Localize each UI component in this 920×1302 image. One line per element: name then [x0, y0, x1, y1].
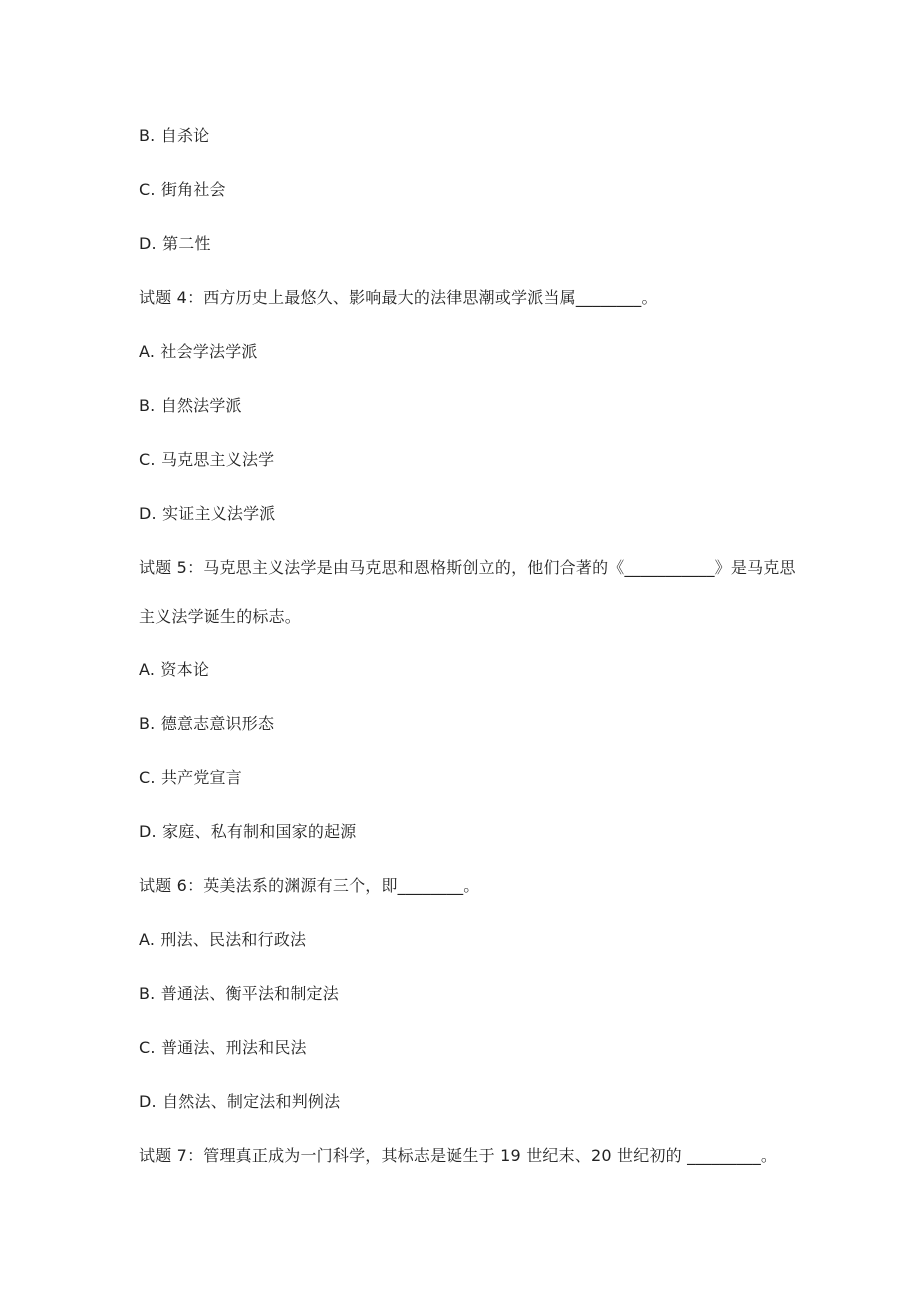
option-b-q4: B. 自然法学派 [139, 396, 242, 415]
option-d-q4: D. 实证主义法学派 [139, 504, 276, 523]
option-d-q6: D. 自然法、制定法和判例法 [139, 1092, 341, 1111]
option-c-q3: C. 街角社会 [139, 180, 226, 199]
option-c-q4: C. 马克思主义法学 [139, 450, 275, 469]
option-b-q5: B. 德意志意识形态 [139, 714, 275, 733]
option-d-q5: D. 家庭、私有制和国家的起源 [139, 822, 357, 841]
question-4: 试题 4：西方历史上最悠久、影响最大的法律思潮或学派当属________。 [139, 288, 658, 307]
option-d-q3: D. 第二性 [139, 234, 211, 253]
option-c-q5: C. 共产党宣言 [139, 768, 242, 787]
question-5-line-2: 主义法学诞生的标志。 [139, 607, 302, 626]
option-b-q3: B. 自杀论 [139, 126, 210, 145]
question-7: 试题 7：管理真正成为一门科学，其标志是诞生于 19 世纪末、20 世纪初的 _________。 [139, 1146, 778, 1165]
question-6: 试题 6：英美法系的渊源有三个，即________。 [139, 876, 480, 895]
option-a-q4: A. 社会学法学派 [139, 342, 258, 361]
option-c-q6: C. 普通法、刑法和民法 [139, 1038, 307, 1057]
option-b-q6: B. 普通法、衡平法和制定法 [139, 984, 339, 1003]
option-a-q6: A. 刑法、民法和行政法 [139, 930, 307, 949]
option-a-q5: A. 资本论 [139, 660, 210, 679]
question-5-line-1: 试题 5：马克思主义法学是由马克思和恩格斯创立的，他们合著的《___________》是马克思 [139, 558, 796, 577]
